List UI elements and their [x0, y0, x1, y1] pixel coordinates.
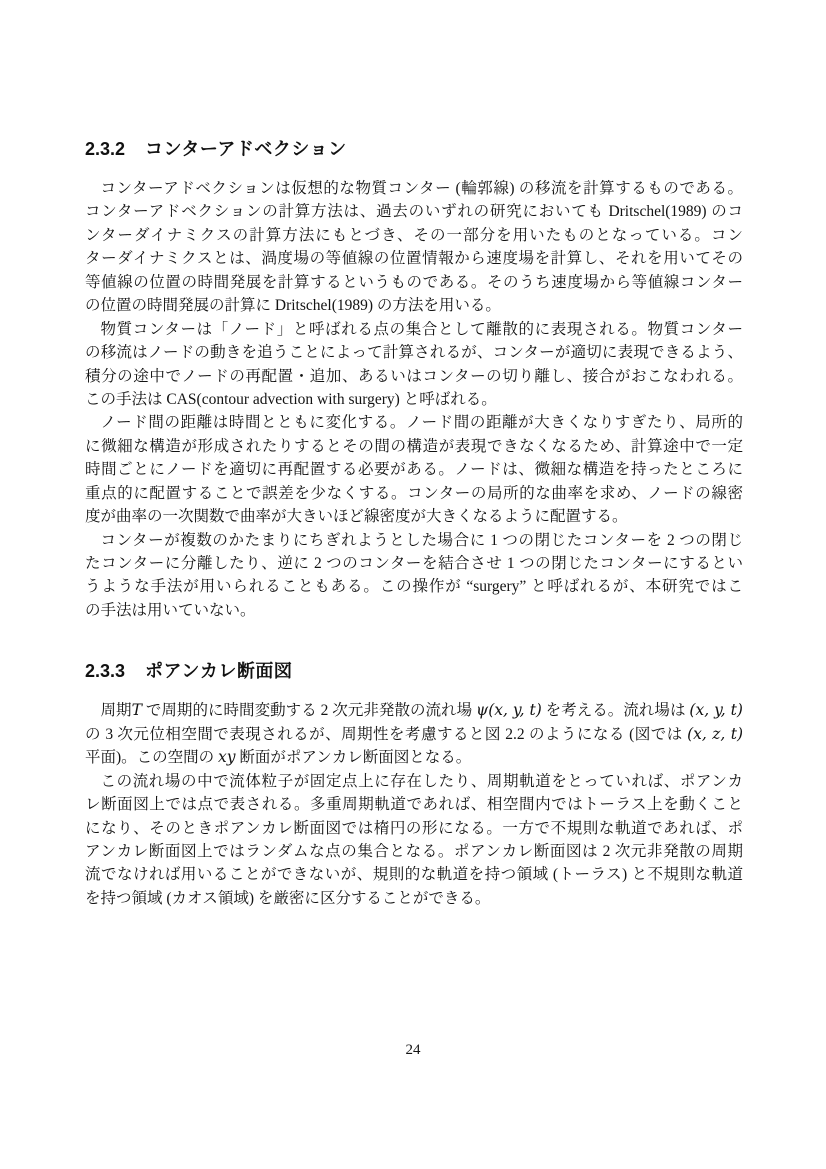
section-title: ポアンカレ断面図 [145, 661, 293, 682]
math-inline: T [131, 701, 142, 720]
text-line: ノード間の距離は時間とともに変化する。ノード間の距離が大きくなりすぎたり、局所的 [100, 414, 743, 432]
page-content [85, 138, 743, 910]
text-run: の 3 次元位相空間で表現されるが、周期性を考慮すると図 2.2 のようになる (図では [85, 725, 688, 743]
text-line [85, 746, 743, 769]
text-line: コンターアドベクションの計算方法は、過去のいずれの研究においても Dritschel(1989) のコ [85, 203, 743, 221]
text-line: コンターアドベクションは仮想的な物質コンター (輪郭線) の移流を計算するものである。 [100, 180, 743, 197]
text-line [85, 723, 743, 746]
text-line: に微細な構造が形成されたりするとその間の構造が表現できなくなるため、計算途中で一定 [85, 437, 743, 455]
text-line: コンターが複数のかたまりにちぎれようとした場合に 1 つの閉じたコンターを 2 つの閉じ [100, 531, 743, 549]
section-2-3-3-body [85, 699, 743, 910]
text-line: を持つ領域 (カオス領域) を厳密に区分することができる。 [85, 889, 491, 907]
paragraph [85, 770, 743, 911]
text-line: 時間ごとにノードを適切に再配置する必要がある。ノードは、微細な構造を持ったところに [85, 461, 743, 479]
text-line: この手法は CAS(contour advection with surgery) と呼ばれる。 [85, 390, 497, 408]
text-line: ターダイナミクスとは、渦度場の等値線の位置情報から速度場を計算し、それを用いてその [85, 250, 743, 268]
text-line: うような手法が用いられることもある。この操作が “surgery” と呼ばれるが、本研究ではこ [85, 578, 743, 596]
text-line: 流でなければ用いることができないが、規則的な軌道を持つ領域 (トーラス) と不規則な軌道 [85, 866, 743, 884]
math-inline: (x, y, t) [689, 701, 743, 720]
text-line: 度が曲率の一次関数で曲率が大きいほど線密度が大きくなるように配置する。 [85, 508, 628, 526]
text-line: ンターダイナミクスの計算方法にもとづき、その一部分を用いたものとなっている。コン [85, 226, 743, 244]
paragraph [85, 699, 743, 769]
math-inline: (x, z, t) [687, 724, 743, 743]
text-line: の手法は用いていない。 [85, 601, 256, 619]
section-heading-2-3-3 [85, 660, 743, 683]
text-line: レ断面図上では点で表される。多重周期軌道であれば、相空間内ではトーラス上を動くこと [85, 796, 743, 814]
page-number: 24 [405, 1042, 421, 1058]
text-line: 重点的に配置することで誤差を少なくする。コンターの局所的な曲率を求め、ノードの線密 [85, 484, 743, 502]
paragraph [85, 411, 743, 528]
text-line: の移流はノードの動きを追うことによって計算されるが、コンターが適切に表現できるよう、 [85, 344, 743, 362]
math-inline: xy [218, 748, 236, 767]
text-run: 断面がポアンカレ断面図となる。 [235, 749, 472, 767]
text-line: の位置の時間発展の計算に Dritschel(1989) の方法を用いる。 [85, 297, 501, 315]
text-line: この流れ場の中で流体粒子が固定点上に存在したり、周期軌道をとっていれば、ポアンカ [100, 772, 743, 790]
section-number: 2.3.3 [85, 661, 126, 682]
text-line: たコンターに分離したり、逆に 2 つのコンターを結合させ 1 つの閉じたコンターにするとい [85, 555, 743, 572]
paragraph [85, 177, 743, 318]
text-run: を考える。流れ場は [541, 702, 690, 720]
paragraph [85, 318, 743, 412]
text-line: 積分の途中でノードの再配置・追加、あるいはコンターの切り離し、接合がおこなわれる。 [85, 367, 743, 385]
text-run: で周期的に時間変動する 2 次元非発散の流れ場 [141, 702, 477, 720]
section-title: コンターアドベクション [145, 139, 347, 159]
section-2-3-2-body [85, 177, 743, 622]
text-line: 物質コンターは「ノード」と呼ばれる点の集合として離散的に表現される。物質コンター [100, 320, 743, 338]
section-number: 2.3.2 [85, 139, 126, 159]
text-line [85, 699, 743, 722]
text-run: 周期 [100, 702, 132, 720]
text-line: になり、そのときポアンカレ断面図では楕円の形になる。一方で不規則な軌道であれば、ポ [85, 819, 743, 837]
paragraph [85, 529, 743, 623]
text-run: 平面)。この空間の [85, 749, 219, 767]
section-heading-2-3-2 [85, 138, 743, 161]
math-inline: ψ(x, y, t) [476, 701, 542, 720]
text-line: 等値線の位置の時間発展を計算するというものである。そのうち速度場から等値線コンター [85, 273, 743, 291]
text-line: アンカレ断面図上ではランダムな点の集合となる。ポアンカレ断面図は 2 次元非発散の周期 [85, 842, 743, 860]
